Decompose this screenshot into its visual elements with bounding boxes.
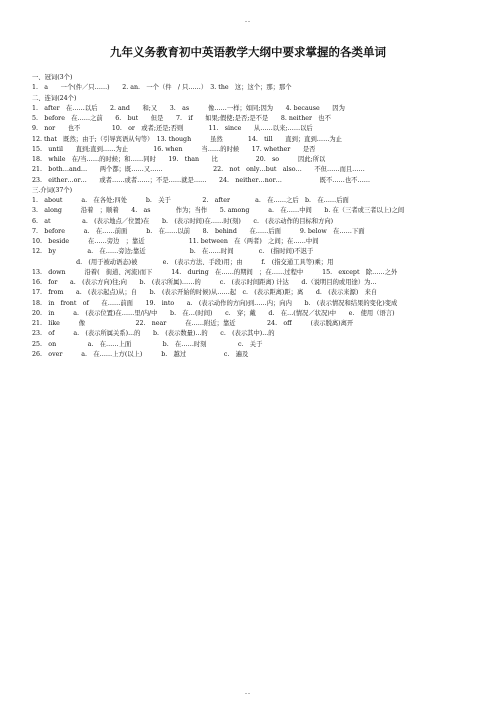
text-line: 15. until 直到;直到……为止 16. when 当……的时候 17. whether 是否 [32, 145, 316, 153]
document-body [32, 73, 465, 360]
text-line: 12. that 既然；由于;（引导宾语从句等） 13. though 虽然 14. till 直到；直到……为止 [32, 135, 342, 143]
text-line: 26. over a. 在……上方(以上) b. 越过 c. 遍及 [32, 350, 249, 358]
text-line: 12. by a. 在……旁边;靠近 b. 在……时间 c. (指时间)不迟于 [32, 248, 314, 256]
text-line: 23. either…or… 或者……或者……；不是……就是…… 24. neither…nor… 既不……也不…… [32, 176, 371, 184]
text-line: 18. in front of 在……前面 19. into a. (表示动作的方向)到……内；向内 b. (表示情况和结果的变化)变成 [32, 299, 398, 307]
text-line: 7. before a. 在……前面 b. 在……以前 8. behind 在……后面 9. below 在……下面 [32, 227, 365, 235]
page-mark-top: -- [244, 18, 252, 25]
page-mark-bottom: -- [244, 690, 252, 697]
text-line: 5. before 在……之前 6. but 但是 7. if 如果;假使;是否;是不是 8. neither 也不 [32, 115, 331, 122]
text-line: 三.介词(37个) [32, 186, 73, 194]
text-line: 1. after 在……以后 2. and 和;又 3. as 像……一样；如同;因为 4. because 因为 [32, 104, 345, 112]
text-line: 25. on a. 在……上面 b. 在……时刻 c. 关于 [32, 340, 263, 348]
text-line: 13. down 沿着( 街道、河流)而下 14. during 在……的期间 ；在……过程中 15. except 除……之外 [32, 268, 398, 276]
text-line: 23. of a. (表示所属关系)...的 b. (表示数量)...的 c. (表示其中)...的 [32, 330, 275, 338]
text-line: d. (用于被动语态)被 e. (表示方法、手段)用；由 f. (指交通工具等)乘；用 [32, 258, 334, 266]
text-line: 18. while 在/当……的时候；和……同时 19. than 比 20. so 因此;所以 [32, 156, 326, 163]
text-line: 21. like 像 22. near 在……附近；靠近 24. off (表示脱离)离开 [32, 320, 354, 327]
text-line: 10. beside 在……旁边 ；靠近 11. between 在（两者) 之间；在……中间 [32, 238, 319, 245]
text-line: 3. along 沿着 ；顺着 4. as 作为；当作 5. among a. 在……中间 b. 在（三者或三者以上)之间 [32, 207, 405, 215]
document-title: 九年义务教育初中英语教学大纲中要求掌握的各类单词 [110, 45, 386, 59]
text-line: 9. nor 也不 10. or 或者;还是;否则 11. since 从……以来;……以后 [32, 125, 313, 133]
text-line: 6. at a. (表示地点／位置)在 b. (表示时间)在……时(刻) c. (表示动作的目标和方向) [32, 217, 334, 225]
text-line: 1. about a. 在各处;四处 b. 关于 2. after a. 在……之后 b. 在……后面 [32, 197, 349, 204]
text-line: 17. from a. (表示起点)从；自 b. (表示开始的时候)从……起 c. (表示距离)距；离 d. (表示来源) 来自 [32, 289, 378, 297]
text-line: 20. in a. (表示位置)在……里/内/中 b. 在…(时间) c. 穿；戴 d. 在…(情况／状况)中 e. 使用（语言) [32, 309, 395, 317]
text-line: 二、连词(24个) [32, 94, 77, 102]
text-line: 一、冠词(3个) [32, 74, 73, 81]
text-line: 1. a 一个(件／只……) 2. an. 一个（件 / 只……） 3. the 这；这个；那；那个 [32, 84, 292, 92]
text-line: 16. for a. (表示方向)往;向 b. (表示所属)……的 c. (表示时间距离) 计达 d.（说明目的或用途）为… [32, 279, 377, 286]
text-line: 21. both…and… 两个都；既……又…… 22. not only…but also… 不但……而且…… [32, 166, 365, 174]
